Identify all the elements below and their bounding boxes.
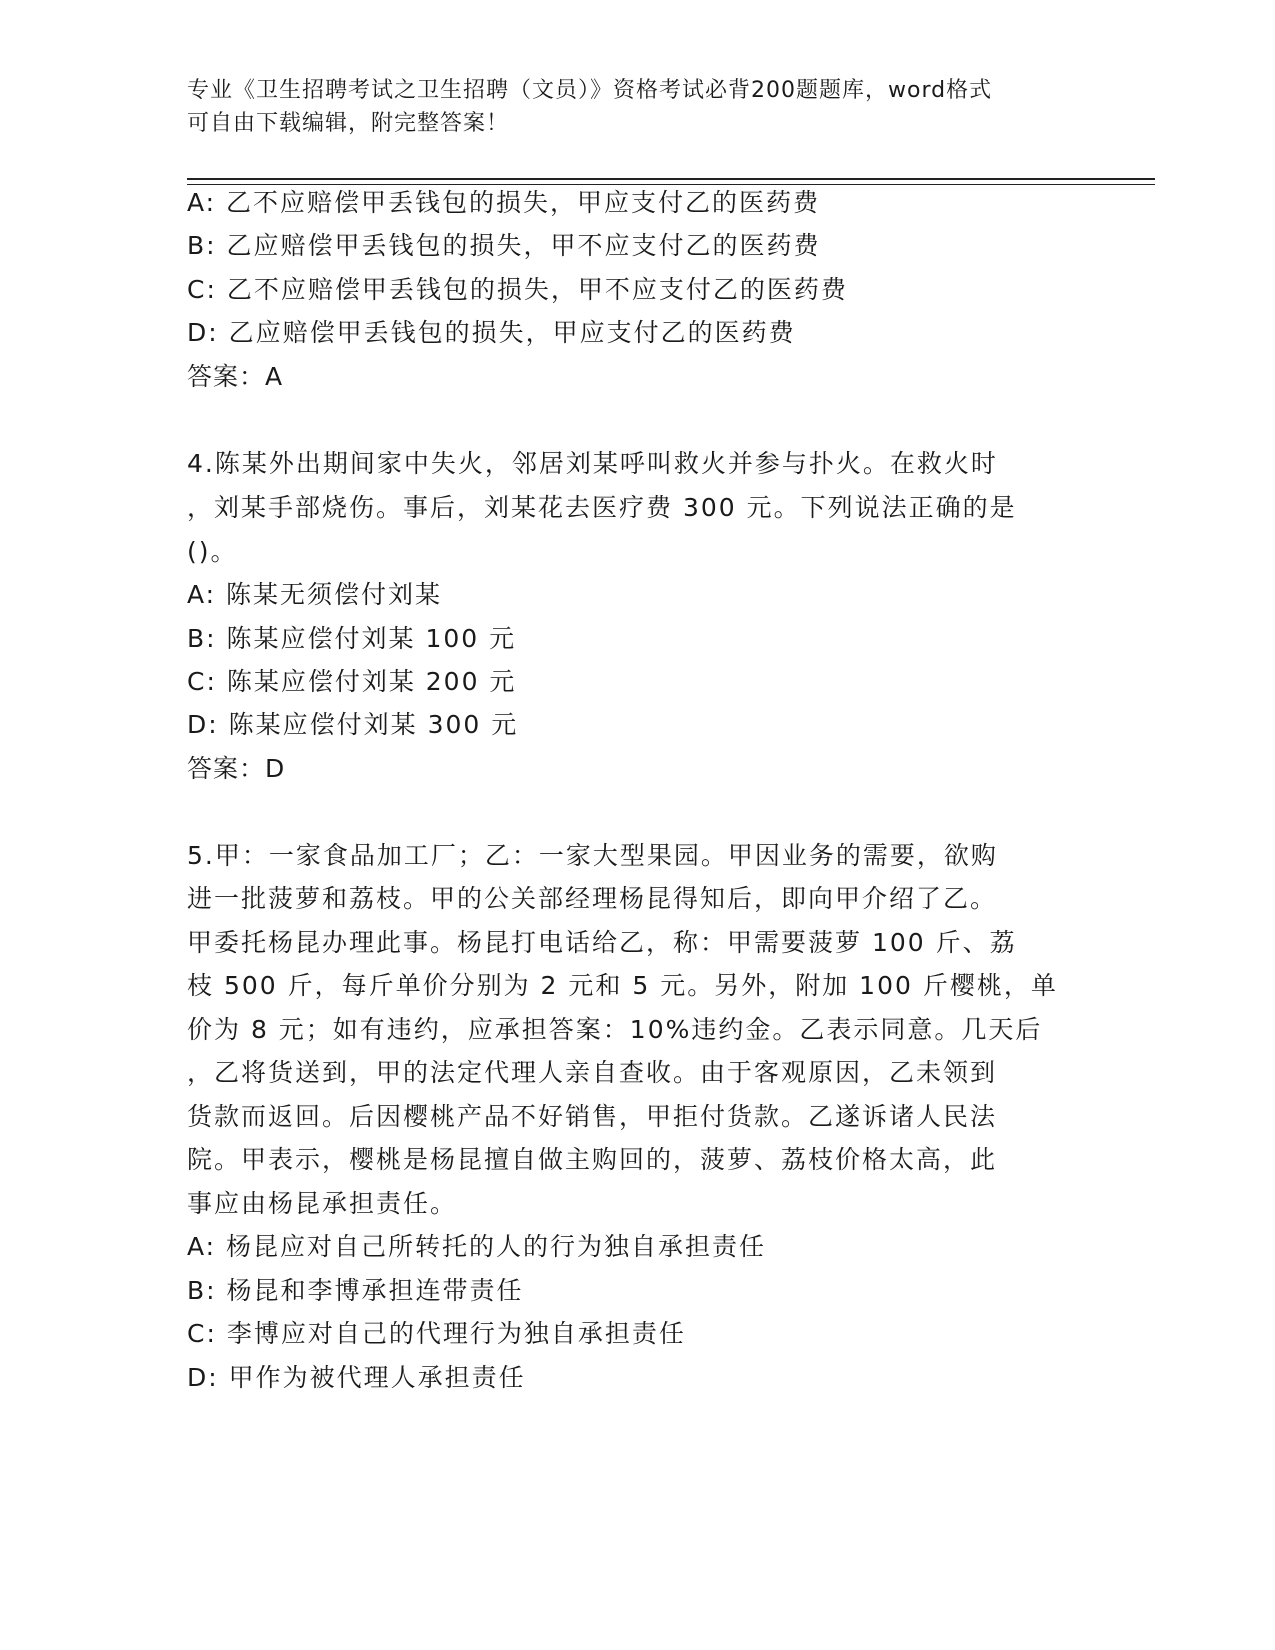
- q4-answer: 答案：D: [187, 754, 286, 783]
- q4-option-d: D: 陈某应偿付刘某 300 元: [187, 710, 519, 739]
- q4-option-c: C: 陈某应偿付刘某 200 元: [187, 667, 517, 696]
- q4-stem-line-3: ()。: [187, 537, 238, 566]
- q5-stem-line-2: 进一批菠萝和荔枝。甲的公关部经理杨昆得知后，即向甲介绍了乙。: [187, 884, 998, 913]
- q5-stem-line-3: 甲委托杨昆办理此事。杨昆打电话给乙，称：甲需要菠萝 100 斤、荔: [187, 928, 1017, 957]
- q4-option-b: B: 陈某应偿付刘某 100 元: [187, 624, 517, 653]
- q5-option-d: D: 甲作为被代理人承担责任: [187, 1363, 526, 1392]
- header-title-line-2: 可自由下载编辑，附完整答案！: [187, 111, 510, 136]
- q3-option-c: C: 乙不应赔偿甲丢钱包的损失，甲不应支付乙的医药费: [187, 275, 848, 304]
- q4-stem-line-2: ，刘某手部烧伤。事后，刘某花去医疗费 300 元。下列说法正确的是: [187, 493, 1017, 522]
- header-title-line-1: 专业《卫生招聘考试之卫生招聘（文员）》资格考试必背200题题库，word格式: [187, 78, 993, 103]
- q5-stem-line-5: 价为 8 元；如有违约，应承担答案：10%违约金。乙表示同意。几天后: [187, 1015, 1043, 1044]
- q3-answer: 答案：A: [187, 362, 284, 391]
- q5-stem-line-6: ，乙将货送到，甲的法定代理人亲自查收。由于客观原因，乙未领到: [187, 1058, 998, 1087]
- q4-option-a: A: 陈某无须偿付刘某: [187, 580, 443, 609]
- q5-stem-line-7: 货款而返回。后因樱桃产品不好销售，甲拒付货款。乙遂诉诸人民法: [187, 1102, 998, 1131]
- q5-option-a: A: 杨昆应对自己所转托的人的行为独自承担责任: [187, 1232, 767, 1261]
- q5-option-b: B: 杨昆和李博承担连带责任: [187, 1276, 524, 1305]
- q3-option-a: A: 乙不应赔偿甲丢钱包的损失，甲应支付乙的医药费: [187, 188, 821, 217]
- document-header: [187, 74, 1067, 140]
- q5-stem-line-8: 院。甲表示，樱桃是杨昆擅自做主购回的，菠萝、荔枝价格太高，此: [187, 1145, 998, 1174]
- q3-option-d: D: 乙应赔偿甲丢钱包的损失，甲应支付乙的医药费: [187, 318, 796, 347]
- q5-option-c: C: 李博应对自己的代理行为独自承担责任: [187, 1319, 686, 1348]
- q5-stem-line-4: 枝 500 斤，每斤单价分别为 2 元和 5 元。另外，附加 100 斤樱桃，单: [187, 971, 1058, 1000]
- q3-option-b: B: 乙应赔偿甲丢钱包的损失，甲不应支付乙的医药费: [187, 231, 821, 260]
- q4-stem-line-1: 4.陈某外出期间家中失火，邻居刘某呼叫救火并参与扑火。在救火时: [187, 449, 998, 478]
- q5-stem-line-9: 事应由杨昆承担责任。: [187, 1189, 458, 1218]
- q5-stem-line-1: 5.甲：一家食品加工厂；乙：一家大型果园。甲因业务的需要，欲购: [187, 841, 998, 870]
